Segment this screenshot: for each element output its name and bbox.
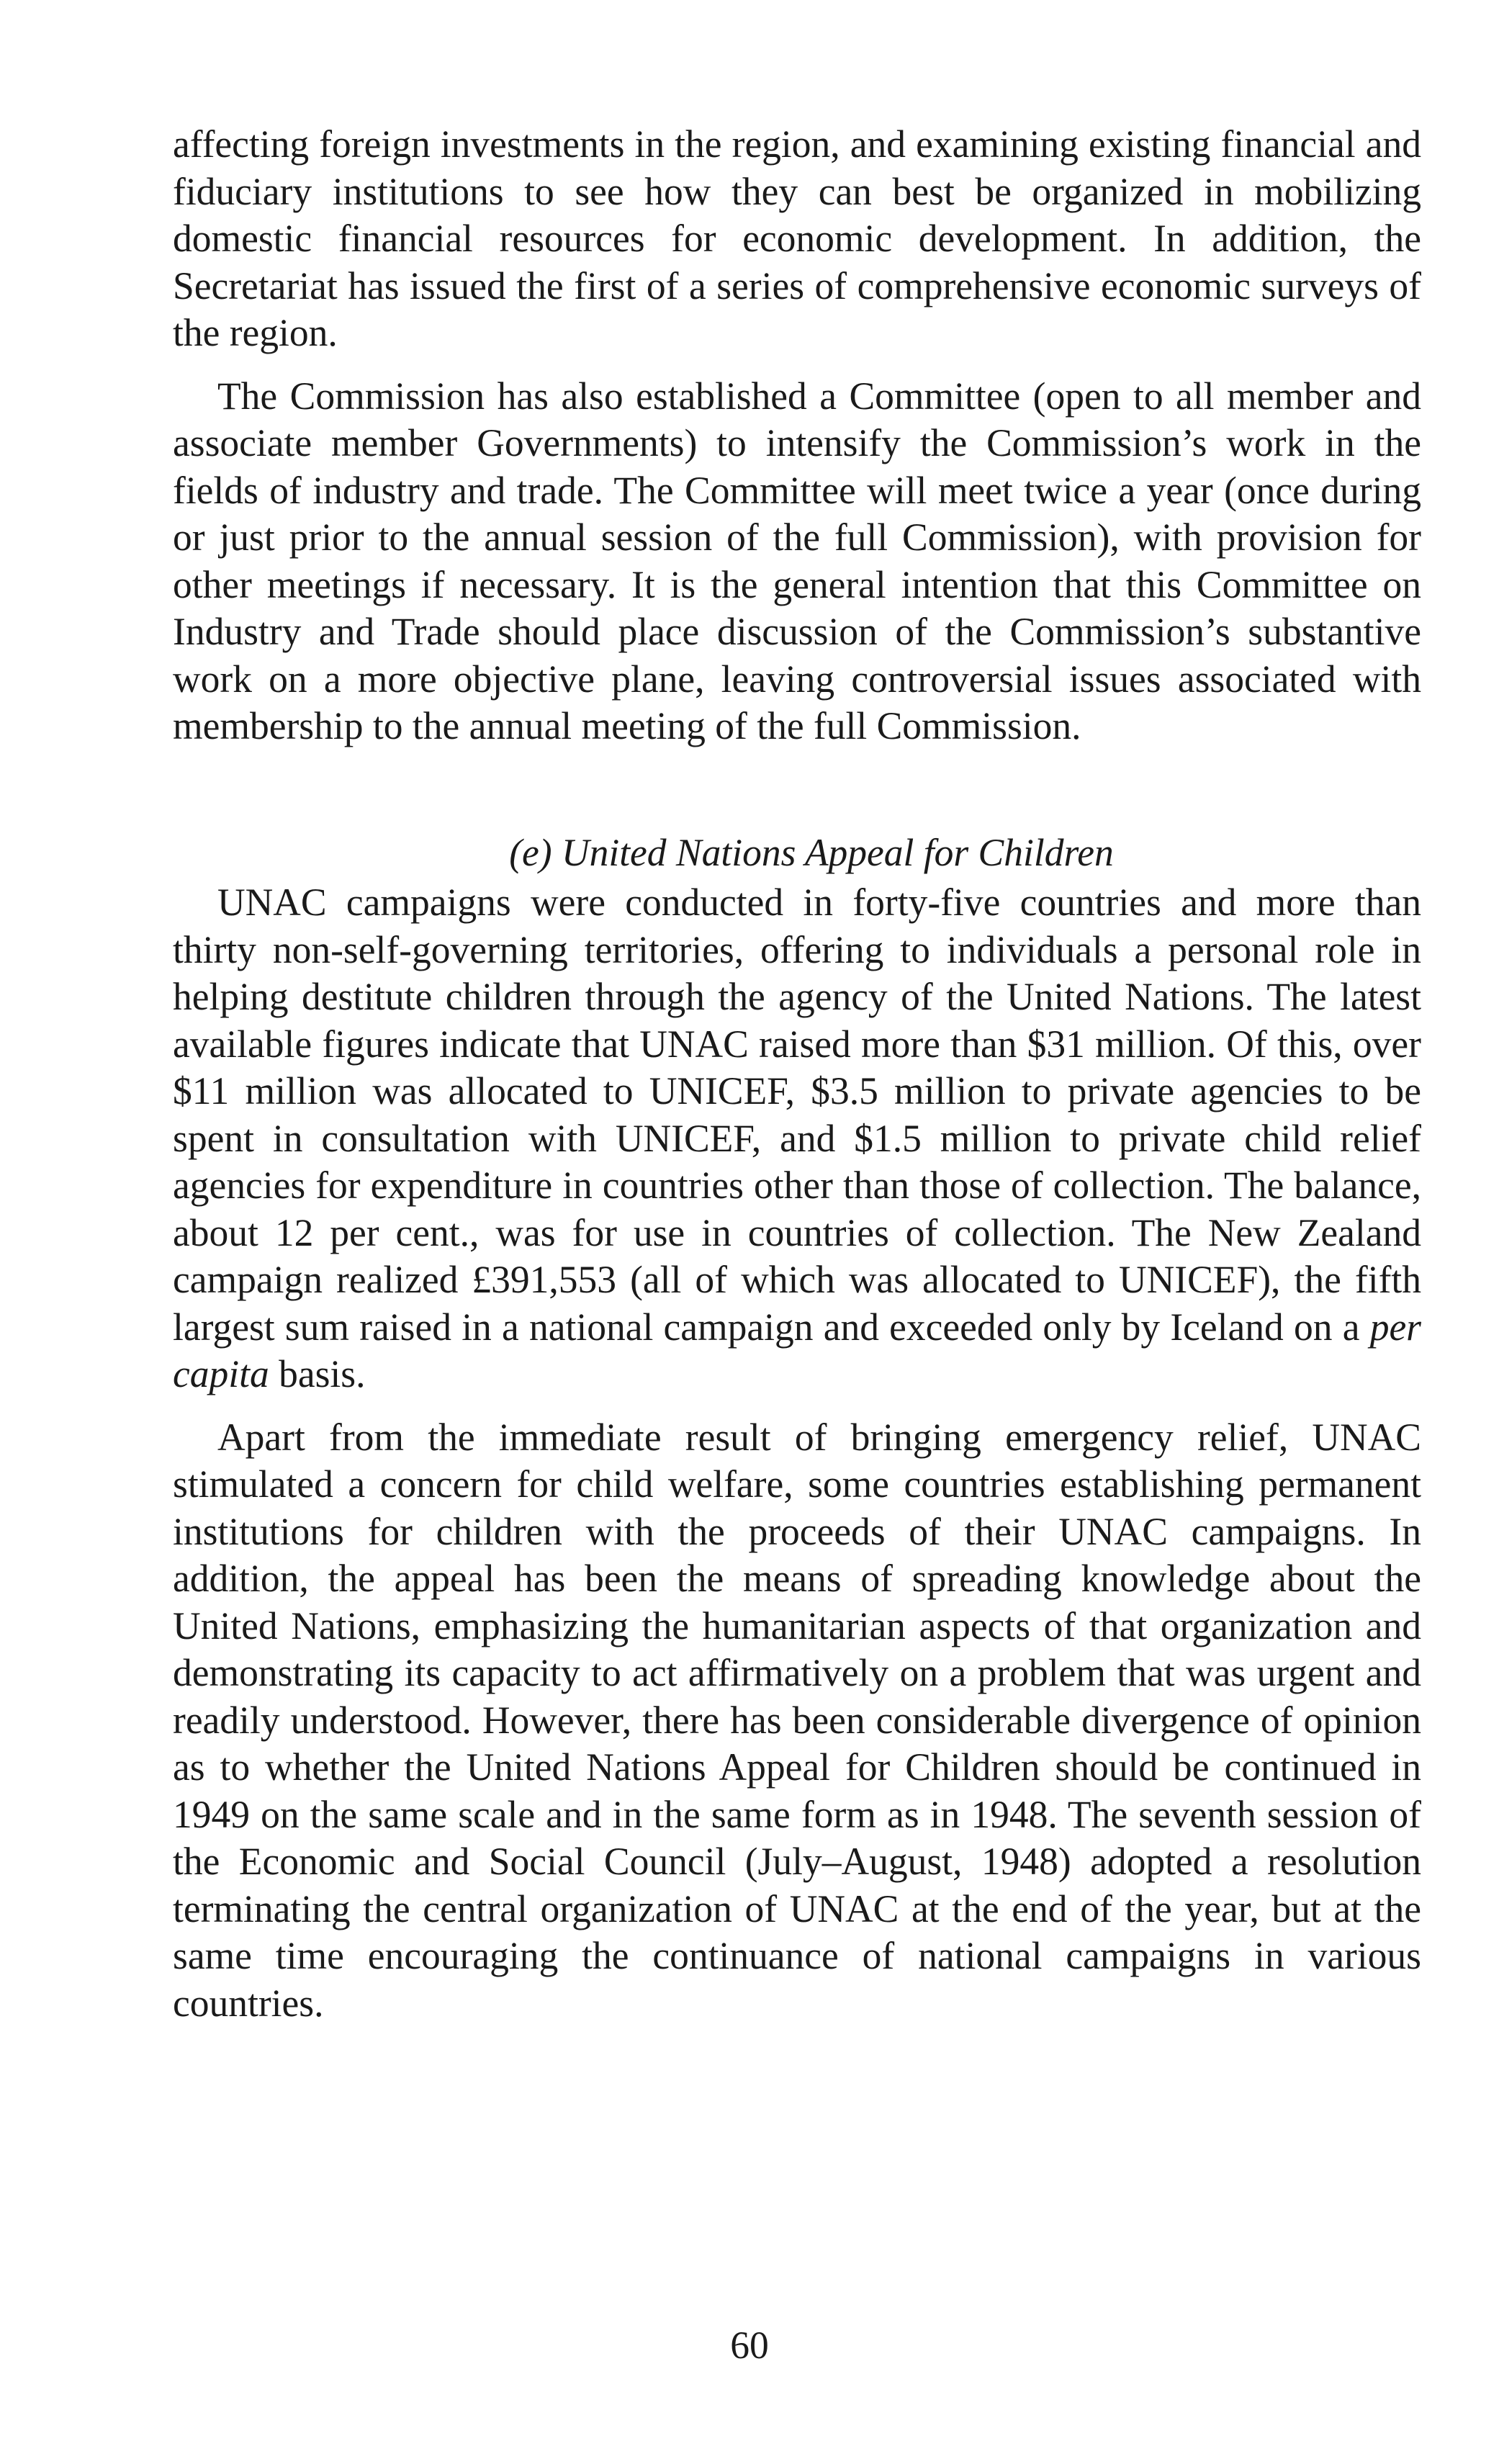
section-heading-unac: (e) United Nations Appeal for Children (509, 830, 1114, 874)
page-number: 60 (730, 2324, 769, 2367)
paragraph-unac-campaigns-end: basis. (279, 1352, 366, 1395)
per-capita-italic: per capita (173, 1305, 1422, 1395)
page-body (173, 121, 1421, 2027)
paragraph-commission-committee: The Commission has also established a Committee (open to all member and associate member Governments) to intensify the Commission’s work in the fields of industry and trade. The Committee will meet twice a year (once during or just prior to the annual session of the full Commission), with provision for other meetings if necessary. It is the general intention that this Committee on Industry and Trade should place discussion of the Commission’s substantive work on a more objective plane, leaving controversial issues associated with membership to the annual meeting of the full Commission. (173, 374, 1421, 747)
paragraph-foreign-investments: affecting foreign investments in the region, and examining existing financial and fiduciary institutions to see how they can best be organized in mobilizing domestic financial resources for economic development. In addition, the Secretariat has issued the first of a series of comprehensive economic surveys of the region. (173, 122, 1421, 354)
paragraph-unac-results: Apart from the immediate result of bringing emergency relief, UNAC stimulated a concern for child welfare, some countries establishing permanent institutions for children with the proceeds of their UNAC campaigns. In addition, the appeal has been the means of spreading knowledge about the United Nations, emphasizing the humanitarian aspects of that organization and demonstrating its capacity to act affirmatively on a problem that was urgent and readily understood. However, there has been considerable divergence of opinion as to whether the United Nations Appeal for Children should be continued in 1949 on the same scale and in the same form as in 1948. The seventh session of the Economic and Social Council (July–August, 1948) adopted a resolution terminating the central organization of UNAC at the end of the year, but at the same time encouraging the continuance of national campaigns in various countries. (173, 1415, 1421, 2025)
paragraph-unac-campaigns (173, 879, 1421, 1398)
paragraph-unac-campaigns-text: UNAC campaigns were conducted in forty-five countries and more than thirty non-self-governing territories, offering to individuals a personal role in helping destitute children through the agency of the United Nations. The latest available figures indicate that UNAC raised more than $31 million. Of this, over $11 million was allocated to UNICEF, $3.5 million to private agencies to be spent in consultation with UNICEF, and $1.5 million to private child relief agencies for expenditure in countries other than those of collection. The balance, about 12 per cent., was for use in countries of collection. The New Zealand campaign realized £391,553 (all of which was allocated to UNICEF), the fifth largest sum raised in a national campaign and exceeded only by Iceland on a (173, 881, 1421, 1349)
